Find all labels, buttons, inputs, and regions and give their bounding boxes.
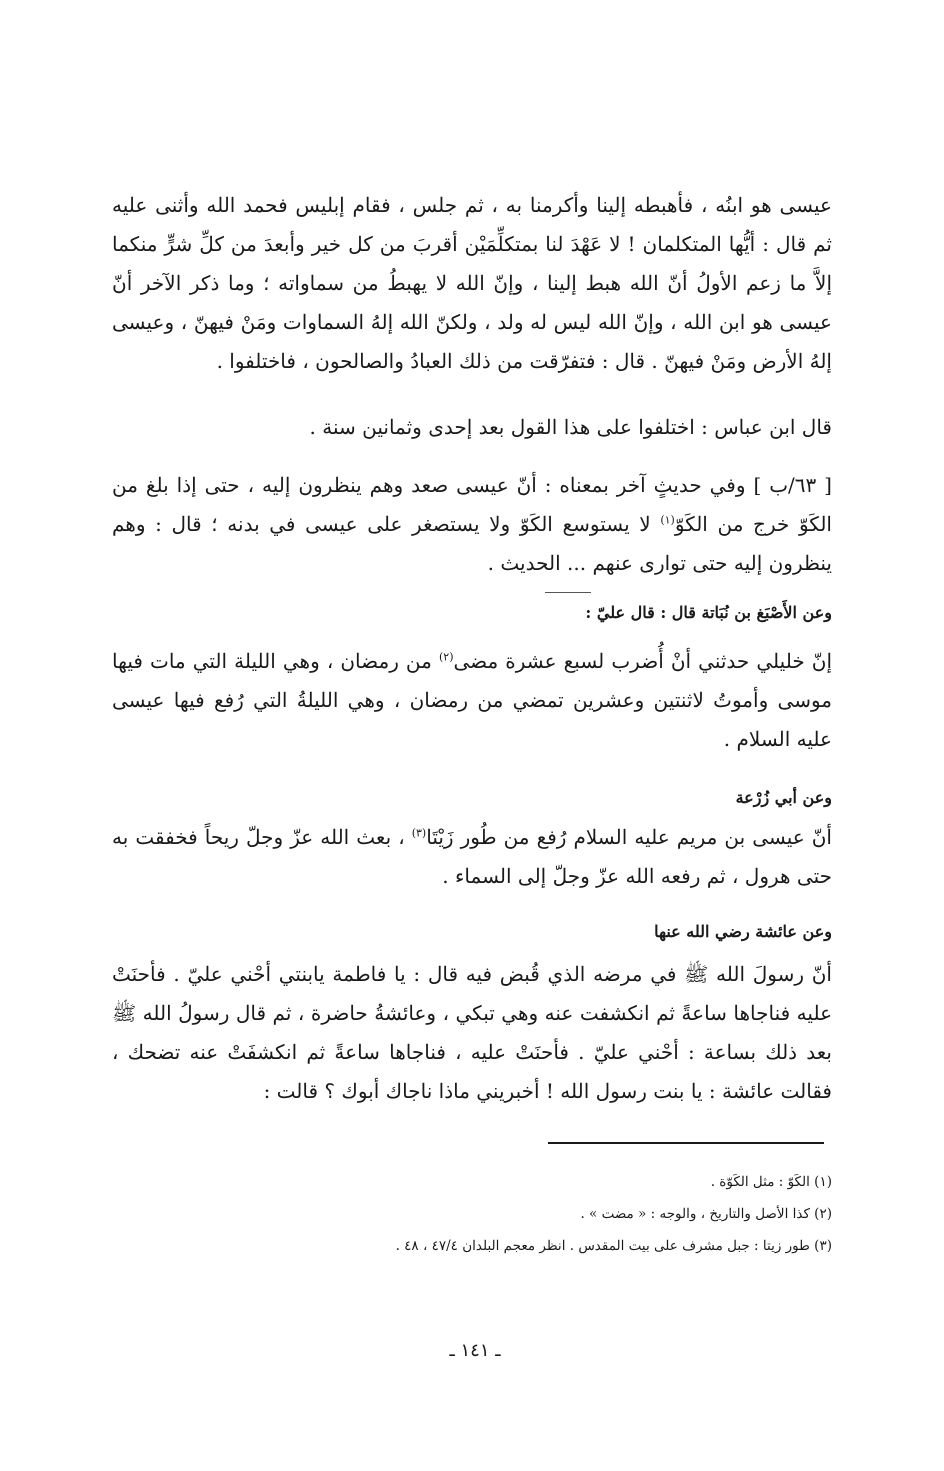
- footnote-2: [112, 1204, 832, 1224]
- footnote-3: [112, 1236, 832, 1256]
- footnote-text: (٢) كذا الأصل والتاريخ ، والوجه : « مضت » .: [580, 1205, 832, 1222]
- footnote-text: (١) الكَوّ : مثل الكَوّة .: [710, 1173, 832, 1190]
- footnote-1: [112, 1172, 832, 1192]
- heading-text: وعن أبي زُرْعة: [735, 788, 832, 807]
- footnote-ref-1[interactable]: (١): [660, 513, 675, 527]
- paragraph-text: ، بعث الله عزّ وجلّ ريحاً فخفقت به حتى هرول ، ثم رفعه الله عزّ وجلّ إلى السماء .: [112, 825, 832, 888]
- paragraph-dialogue: [112, 186, 832, 381]
- paragraph-text: قال ابن عباس : اختلفوا على هذا القول بعد إحدى وثمانين سنة .: [309, 415, 832, 439]
- paragraph-abu-zura-narration: [112, 818, 832, 896]
- heading-text: وعن عائشة رضي الله عنها: [654, 922, 832, 941]
- footnote-ref-3[interactable]: (٣): [411, 826, 427, 840]
- paragraph-ali-narration: [112, 642, 832, 759]
- paragraph-text: لا يستوسع الكَوّ ولا يستصغر على عيسى في بدنه ؛ قال : وهم ينظرون إليه حتى توارى عنهم ... الحديث .: [112, 512, 832, 575]
- footnote-ref-2[interactable]: (٢): [438, 650, 454, 664]
- paragraph-another-hadith: [112, 466, 832, 583]
- section-heading-aisha: [112, 920, 832, 944]
- heading-text: وعن الأَصْبَغ بن نُبَاتة قال : قال عليّ :: [585, 603, 832, 622]
- paragraph-aisha-narration: [112, 955, 832, 1111]
- paragraph-text: أنّ رسولَ الله ﷺ في مرضه الذي قُبض فيه قال : يا فاطمة يابنتي أحْني عليّ . فأحنَتْ عليه فناجاها ساعةً ثم انكشفت عنه وهي تبكي ، وعائشةُ حاضرة ، ثم قال رسولُ الله ﷺ بعد ذلك بساعة : أحْني عليّ . فأحنَتْ عليه ، فناجاها ساعةً ثم انكشفَتْ عنه تضحك ، فقالت عائشة : يا بنت رسول الله ! أخبريني ماذا ناجاك أبوك ؟ قالت :: [112, 962, 832, 1103]
- page-number: ـ ١٤١ ـ: [449, 1340, 501, 1361]
- separator-line: [545, 592, 591, 593]
- paragraph-text: عيسى هو ابنُه ، فأهبطه إلينا وأكرمنا به ، ثم جلس ، فقام إبليس فحمد الله وأثنى عليه ثم قال : أيُّها المتكلمان ! لا عَهْدَ لنا بمتكلِّمَيْن أقربَ من كل خير وأبعدَ من كلِّ شرٍّ منكما إلاَّ ما زعم الأولُ أنّ الله هبط إلينا ، وإنّ الله لا يهبطُ من سماواته ؛ وما ذكر الآخر أنّ عيسى هو ابن الله ، وإنّ الله ليس له ولد ، ولكنّ الله إلهُ السماوات ومَنْ فيهنّ ، وعيسى إلهُ الأرض ومَنْ فيهنّ . قال : فتفرّقت من ذلك العبادُ والصالحون ، فاختلفوا .: [112, 193, 832, 373]
- paragraph-ibn-abbas: [112, 408, 832, 447]
- footnote-separator: [548, 1142, 824, 1144]
- paragraph-text: أنّ عيسى بن مريم عليه السلام رُفع من طُور زَيْتَا: [426, 825, 832, 849]
- section-heading-abu-zura: [112, 786, 832, 810]
- section-heading-asbagh: [112, 601, 832, 625]
- paragraph-text: [ ٦٣/ب ] وفي حديثٍ آخر بمعناه : أنّ عيسى صعد وهم ينظرون إليه ، حتى إذا بلغ من الكَوّ خرج من الكَوّ: [112, 473, 832, 536]
- paragraph-text: إنّ خليلي حدثني أنْ أُضرب لسبع عشرة مضى: [453, 649, 833, 673]
- paragraph-text: من رمضان ، وهي الليلة التي مات فيها موسى وأموتُ لاثنتين وعشرين تمضي من رمضان ، وهي الليلةُ التي رُفع فيها عيسى عليه السلام .: [112, 649, 832, 751]
- footnote-text: (٣) طور زيتا : جبل مشرف على بيت المقدس . انظر معجم البلدان ٤٧/٤ ، ٤٨ .: [395, 1237, 832, 1254]
